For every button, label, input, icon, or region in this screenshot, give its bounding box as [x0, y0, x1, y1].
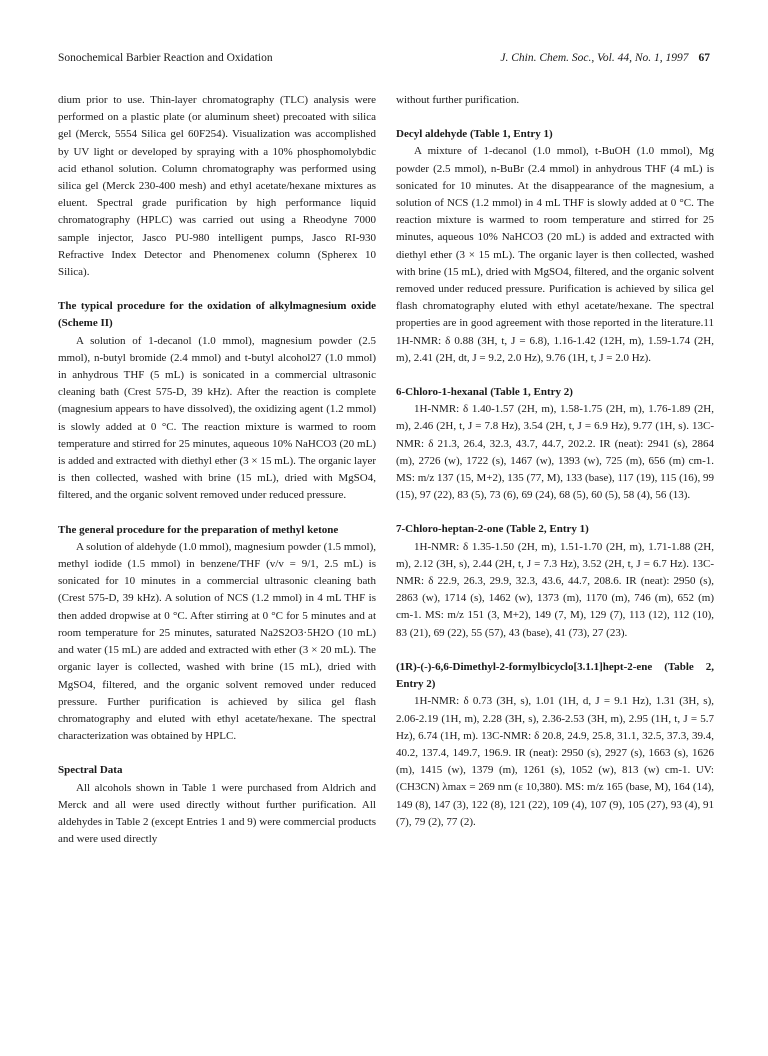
decyl-aldehyde-heading: Decyl aldehyde (Table 1, Entry 1) [396, 128, 553, 141]
chlorohexanal-heading: 6-Chloro-1-hexanal (Table 1, Entry 2) [396, 386, 573, 399]
page-header [58, 50, 710, 66]
chloroheptanone-paragraph: 1H-NMR: δ 1.35-1.50 (2H, m), 1.51-1.70 (2H, m), 1.71-1.88 (2H, m), 2.12 (3H, s), 2.44 (2H, t, J = 7.3 Hz), 3.52 (2H, t, J = 6.7 Hz). 13C-NMR: δ 22.9, 26.3, 29.9, 32.3, 43.6, 44.7, 208.6. IR (neat): 2950 (s), 2863 (w), 1714 (s), 1462 (w), 1373 (m), 1170 (m), 746 (m), 652 (m) cm-1. MS: m/z 151 (3, M+2), 149 (7, M), 129 (7), 113 (12), 112 (10), 83 (21), 69 (22), 55 (57), 43 (base), 41 (73), 27 (23). [396, 540, 714, 639]
chlorohexanal-paragraph: 1H-NMR: δ 1.40-1.57 (2H, m), 1.58-1.75 (2H, m), 1.76-1.89 (2H, m), 2.46 (2H, t, J = 7.8 Hz), 3.54 (2H, t, J = 6.9 Hz), 9.77 (1H, s). 13C-NMR: δ 21.3, 26.4, 32.3, 43.7, 44.7, 202.2. IR (neat): 2941 (s), 2864 (m), 2726 (w), 1722 (s), 1467 (w), 1393 (w), 725 (m), 656 (m) cm-1. MS: m/z 137 (15, M+2), 135 (77, M), 133 (base), 117 (19), 115 (16), 99 (15), 97 (22), 83 (5), 73 (6), 69 (24), 68 (5), 60 (5), 58 (4), 56 (13). [396, 403, 714, 502]
right-column [396, 92, 714, 831]
spectral-data-heading: Spectral Data [58, 764, 123, 777]
spectral-data-paragraph: All alcohols shown in Table 1 were purchased from Aldrich and Merck and all were used directly without further purification. All aldehydes in Table 2 (except Entries 1 and 9) were commercial products and were used directly [58, 781, 376, 846]
oxidation-procedure-heading: The typical procedure for the oxidation of alkylmagnesium oxide (Scheme II) [58, 300, 376, 330]
oxidation-procedure-paragraph: A solution of 1-decanol (1.0 mmol), magnesium powder (2.5 mmol), n-butyl bromide (2.4 mmol) and t-butyl alcohol27 (1.0 mmol) in anhydrous THF (5 mL) is sonicated in a commercial ultrasonic cleaning bath (Crest 575-D, 39 kHz). After the reaction is complete (magnesium appears to have dissolved), the oxidizing agent (1.2 mmol) is slowly added at 0 °C. The reaction mixture is warmed to room temperature and stirred for 25 minutes, aqueous 10% NaHCO3 (20 mL) is added and extracted with diethyl ether (3 × 15 mL). The organic layer is then collected, washed with brine (15 mL), dried with MgSO4, filtered, and the organic solvent removed under reduced pressure. [58, 334, 376, 502]
bicyclo-compound-heading: (1R)-(-)-6,6-Dimethyl-2-formylbicyclo[3.1.1]hept-2-ene (Table 2, Entry 2) [396, 660, 714, 691]
bicyclo-compound-paragraph: 1H-NMR: δ 0.73 (3H, s), 1.01 (1H, d, J = 9.1 Hz), 1.31 (3H, s), 2.06-2.19 (1H, m), 2.28 (3H, s), 2.36-2.53 (3H, m), 2.95 (1H, t, J = 5.7 Hz), 6.74 (1H, m). 13C-NMR: δ 20.8, 24.9, 25.8, 31.1, 32.5, 37.3, 39.4, 40.2, 137.4, 149.7, 196.9. IR (neat): 2950 (s), 2927 (s), 1663 (s), 1626 (m), 1415 (w), 1379 (m), 1261 (s), 1052 (w), 813 (w) cm-1. UV: (CH3CN) λmax = 269 nm (ε 10,380). MS: m/z 165 (base, M), 164 (14), 149 (8), 147 (3), 122 (8), 121 (22), 109 (4), 107 (9), 105 (27), 93 (4), 91 (7), 79 (2), 77 (2). [396, 695, 714, 828]
running-title: Sonochemical Barbier Reaction and Oxidation [58, 52, 273, 64]
continuation-text: without further purification. [396, 94, 520, 106]
decyl-aldehyde-paragraph: A mixture of 1-decanol (1.0 mmol), t-BuOH (1.0 mmol), Mg powder (2.5 mmol), n-BuBr (2.4 mmol) in anhydrous THF (4 mL) is sonicated for 10 minutes. At the disappearance of the magnesium, a solution of NCS (1.2 mmol) in 4 mL THF is slowly added at 0 °C. The reaction mixture is warmed to room temperature and stirred for 25 minutes, aqueous 10% NaHCO3 (20 mL) is added and extracted with diethyl ether (3 × 15 mL). The organic layer is then collected, washed with brine (15 mL), dried with MgSO4, filtered, and the organic solvent removed under reduced pressure. Purification is achieved by silica gel flash chromatography eluted with ethyl acetate/hexane. The spectral properties are in good agreement with those reported in the literature.11 1H-NMR: δ 0.88 (3H, t, J = 6.8), 1.16-1.42 (12H, m), 1.59-1.74 (2H, m), 2.41 (2H, dt, J = 9.2, 2.0 Hz), 9.76 (1H, t, J = 2.0 Hz). [396, 145, 714, 364]
intro-paragraph: dium prior to use. Thin-layer chromatography (TLC) analysis were performed on a plastic plate (or aluminum sheet) precoated with silica gel (Merck, 5554 Silica gel 60F254). Visualization was accomplished by UV light or developed by spraying with a 10% phosphomolybdic acid ethanol solution. Column chromatography was performed using silica gel (Merck 230-400 mesh) and ethyl acetate/hexane mixtures as eluent. Spectral grade purification by high performance liquid chromatography (HPLC) was carried out using a Rheodyne 7000 sample injector, Jasco PU-980 intelligent pumps, Jasco RI-930 Refractive Index Detector and Phenomenex column (Spherex 10 Silica). [58, 94, 376, 279]
journal-name: J. Chin. Chem. Soc., Vol. 44, No. 1, 1997 [500, 52, 689, 64]
journal-citation [500, 50, 710, 66]
left-column [58, 92, 376, 848]
methyl-ketone-heading: The general procedure for the preparation of methyl ketone [58, 523, 339, 536]
methyl-ketone-paragraph: A solution of aldehyde (1.0 mmol), magnesium powder (1.5 mmol), methyl iodide (1.5 mmol) in benzene/THF (v/v = 9/1, 2.5 mL) is sonicated for 10 minutes in a commercial ultrasonic cleaning bath (Crest 575-D, 39 kHz). A solution of NCS (1.2 mmol) in 4 mL THF is then added dropwise at 0 °C. After stirring at 0 °C for 5 minutes and at room temperature for 25 minutes, saturated Na2S2O3·5H2O (10 mL) and water (15 mL) are added and extracted with ether (3 × 20 mL). The organic layer is collected, washed with brine (15 mL), dried with MgSO4, filtered, and the organic solvent removed under reduced pressure. Further purification is achieved by silica gel flash chromatography and eluted with ethyl acetate/hexane. The spectral characterization was obtained by HPLC. [58, 540, 376, 743]
chloroheptanone-heading: 7-Chloro-heptan-2-one (Table 2, Entry 1) [396, 523, 589, 536]
page-number: 67 [698, 52, 710, 64]
